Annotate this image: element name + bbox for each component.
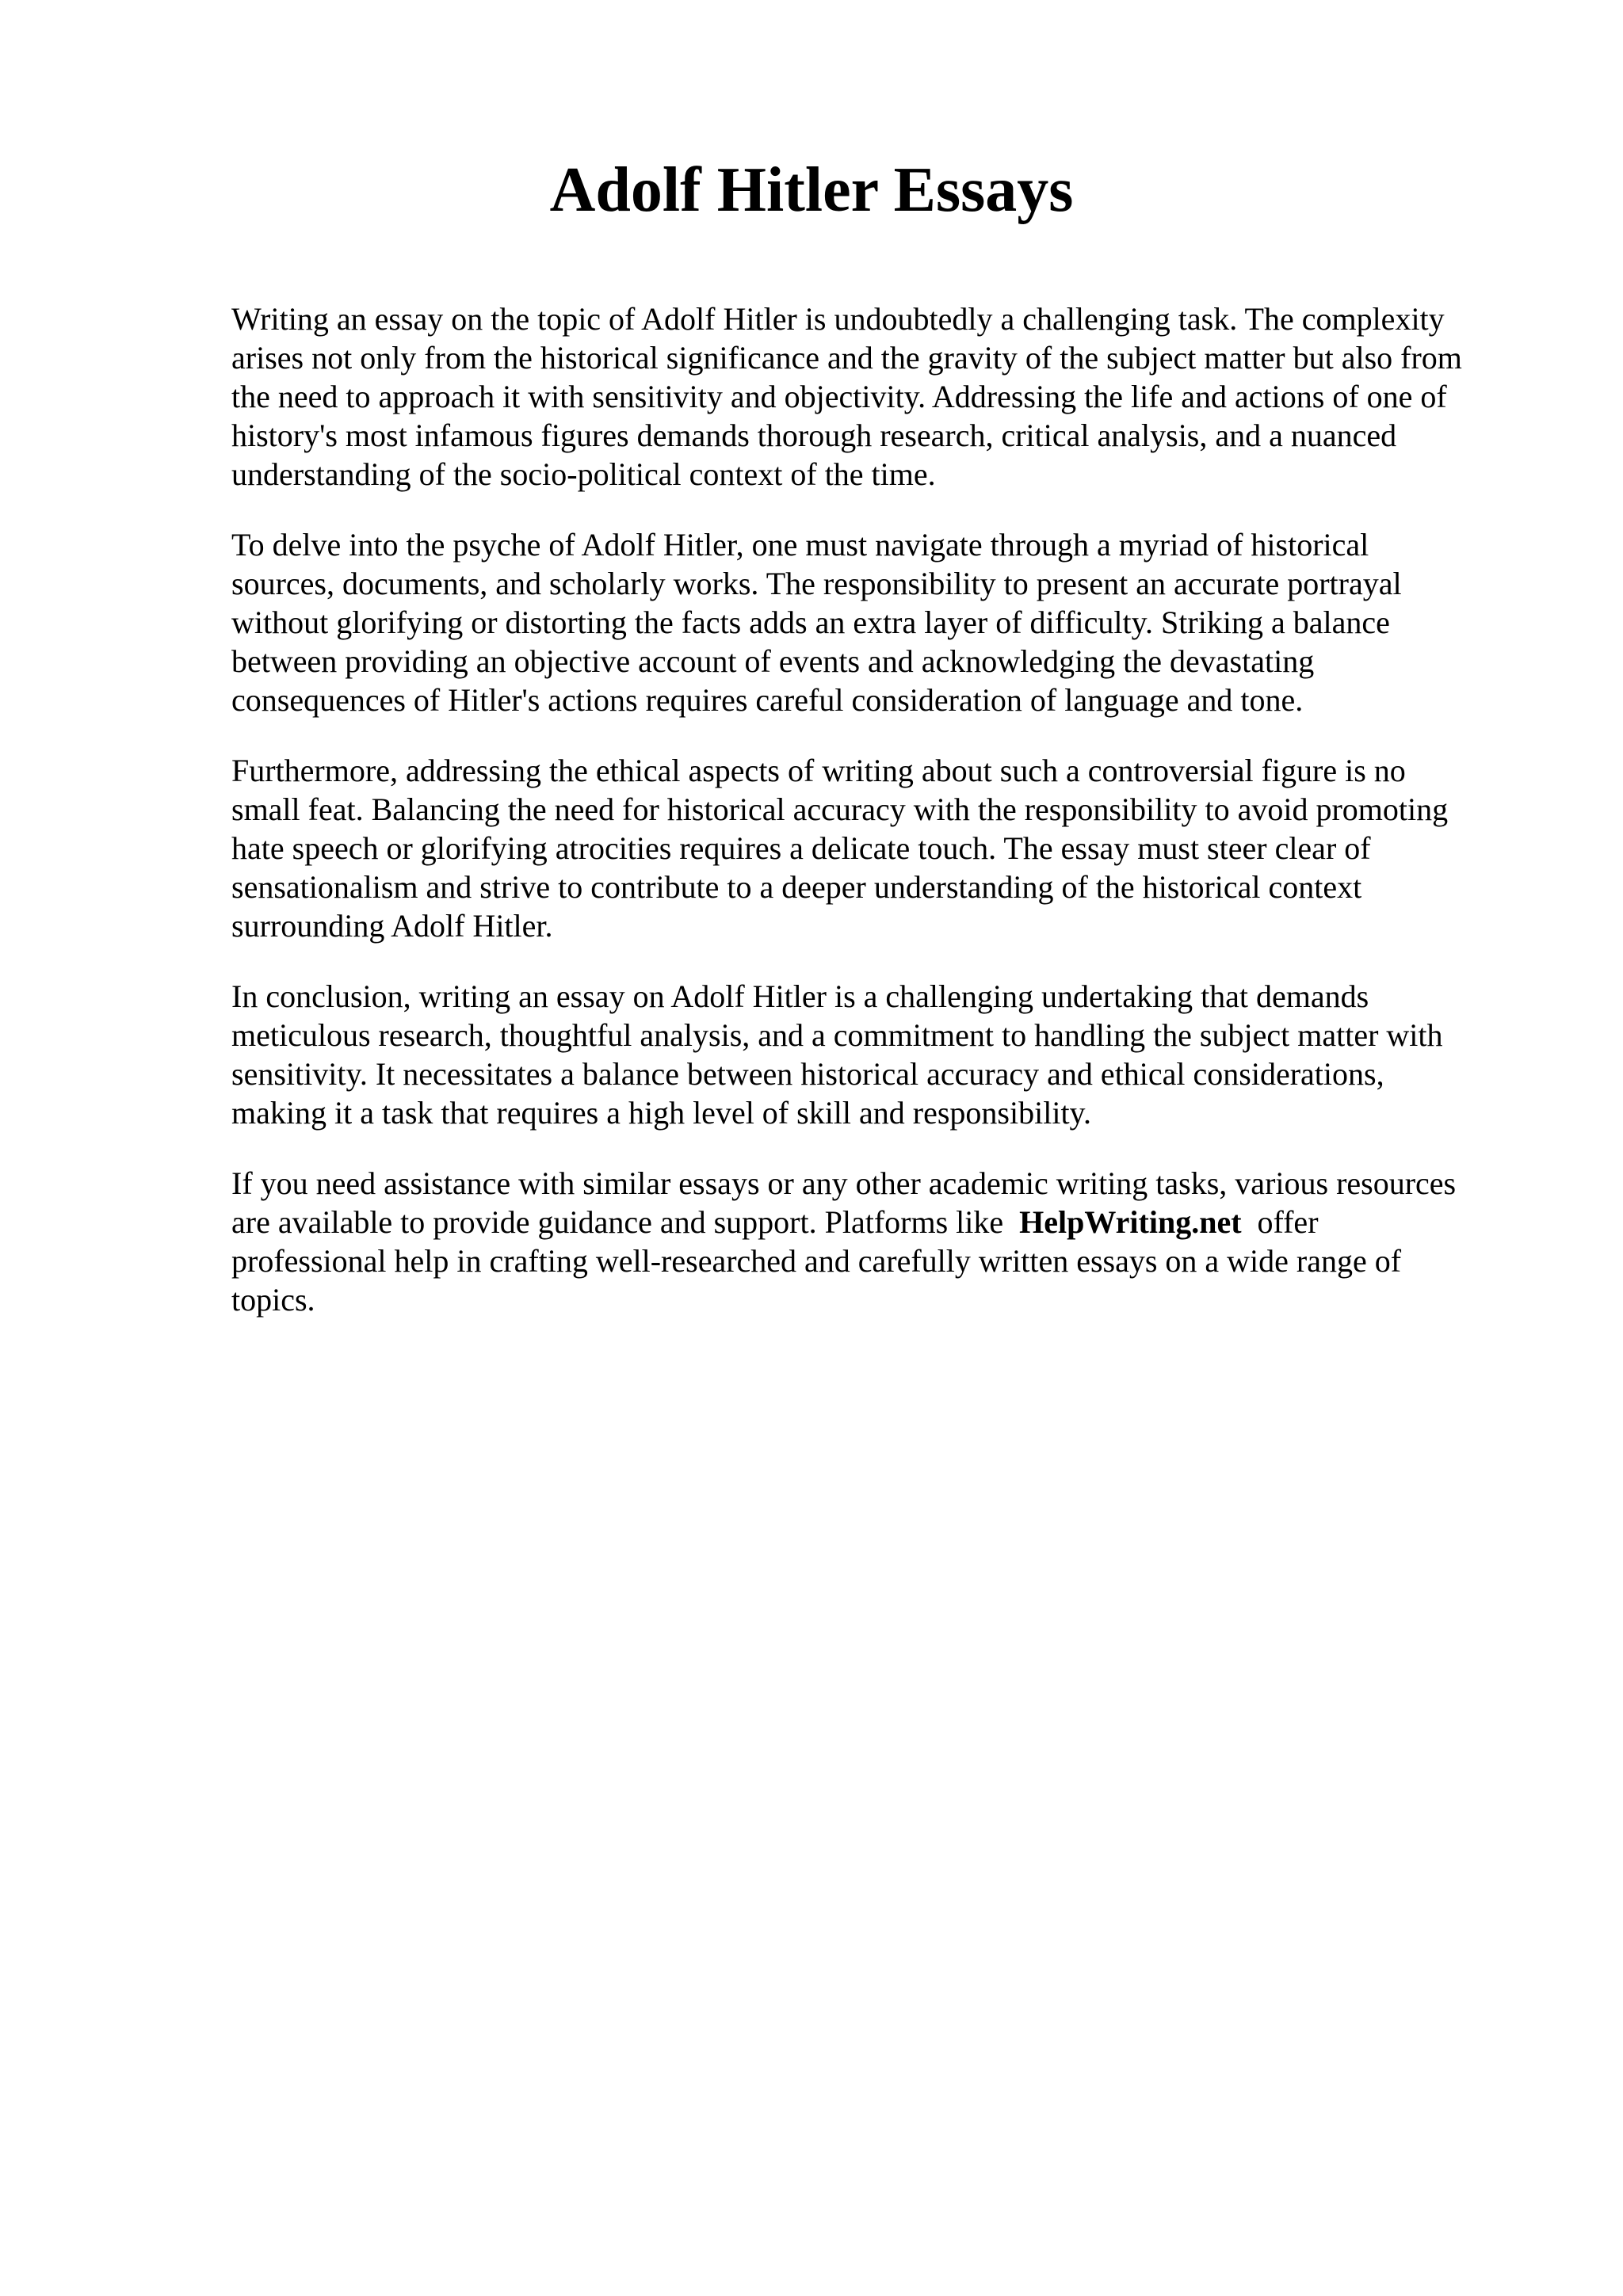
paragraph-line: In conclusion, writing an essay on Adolf Hitler is a challenging undertaking that demands [231, 978, 1369, 1014]
paragraph-line: arises not only from the historical significance and the gravity of the subject matter but also from [231, 340, 1462, 376]
paragraph-line: meticulous research, thoughtful analysis, and a commitment to handling the subject matter with [231, 1017, 1443, 1053]
page-title: Adolf Hitler Essays [549, 155, 1074, 225]
paragraph-line: sensitivity. It necessitates a balance between historical accuracy and ethical considerations, [231, 1056, 1384, 1092]
essay-body [231, 299, 1515, 1351]
paragraph-line: understanding of the socio-political context of the time. [231, 456, 936, 492]
paragraph-line: without glorifying or distorting the facts adds an extra layer of difficulty. Striking a balance [231, 605, 1390, 640]
closing-text-after-brand: offer [1257, 1204, 1319, 1240]
paragraph-line: sources, documents, and scholarly works. The responsibility to present an accurate portrayal [231, 566, 1402, 601]
paragraph-line-with-brand [231, 1203, 1515, 1241]
paragraph-line: If you need assistance with similar essays or any other academic writing tasks, various resources [231, 1165, 1457, 1201]
paragraph-1 [231, 299, 1515, 494]
paragraph-line: Furthermore, addressing the ethical aspects of writing about such a controversial figure is no [231, 753, 1406, 788]
paragraph-line: between providing an objective account of events and acknowledging the devastating [231, 643, 1315, 679]
paragraph-line: sensationalism and strive to contribute to a deeper understanding of the historical context [231, 869, 1362, 905]
paragraph-line: hate speech or glorifying atrocities requires a delicate touch. The essay must steer clear of [231, 830, 1371, 866]
helpwriting-brand-link[interactable]: HelpWriting.net [1019, 1204, 1242, 1240]
paragraph-line: making it a task that requires a high level of skill and responsibility. [231, 1095, 1091, 1131]
paragraph-2 [231, 525, 1515, 719]
paragraph-line: topics. [231, 1282, 315, 1318]
closing-text-before-brand: are available to provide guidance and support. Platforms like [231, 1204, 1004, 1240]
paragraph-line: consequences of Hitler's actions requires careful consideration of language and tone. [231, 682, 1304, 718]
paragraph-closing [231, 1164, 1515, 1319]
paragraph-4 [231, 977, 1515, 1132]
paragraph-line: the need to approach it with sensitivity and objectivity. Addressing the life and actions of one of [231, 379, 1447, 414]
paragraph-line: Writing an essay on the topic of Adolf Hitler is undoubtedly a challenging task. The complexity [231, 301, 1445, 337]
paragraph-line: To delve into the psyche of Adolf Hitler, one must navigate through a myriad of historical [231, 527, 1369, 563]
paragraph-line: history's most infamous figures demands thorough research, critical analysis, and a nuanced [231, 418, 1397, 453]
paragraph-line: small feat. Balancing the need for historical accuracy with the responsibility to avoid promoting [231, 791, 1449, 827]
paragraph-3 [231, 751, 1515, 945]
paragraph-line: professional help in crafting well-researched and carefully written essays on a wide range of [231, 1243, 1402, 1279]
paragraph-line: surrounding Adolf Hitler. [231, 908, 553, 944]
